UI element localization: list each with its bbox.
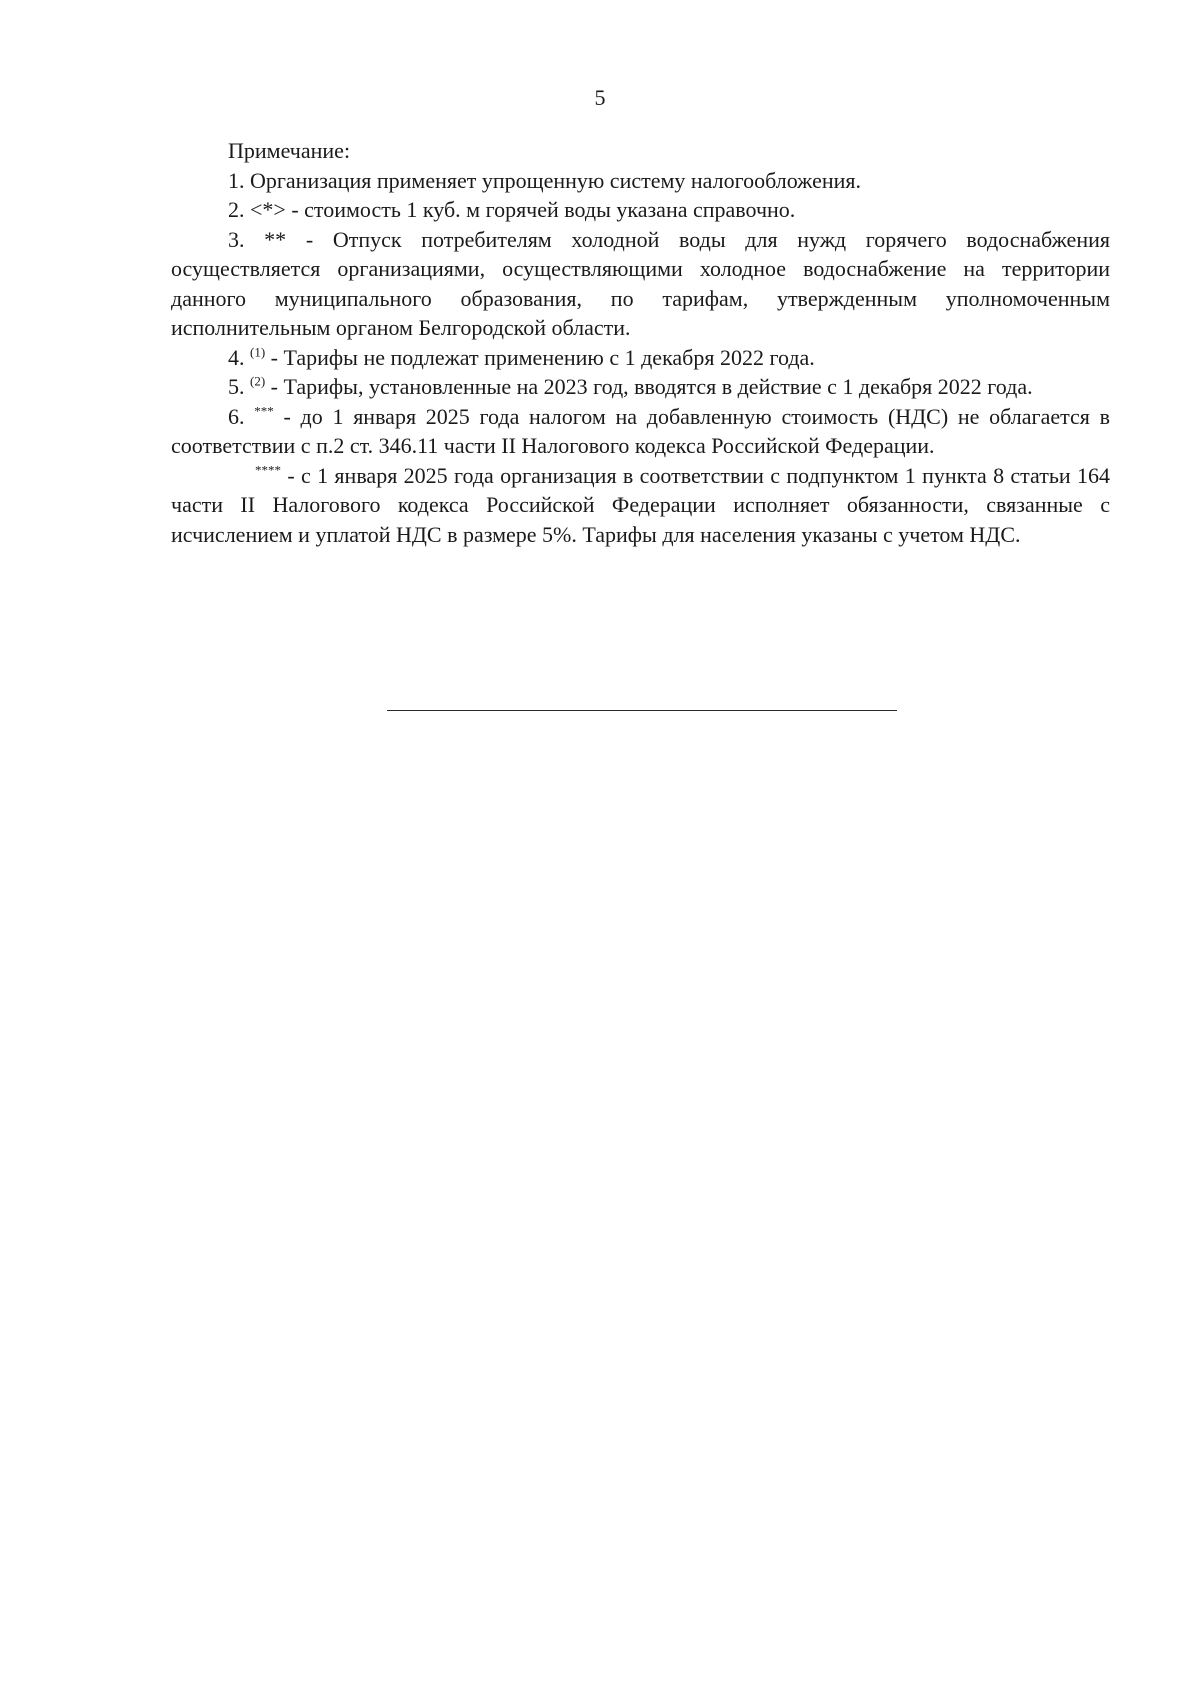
note-text: - до 1 января 2025 года налогом на добавленную стоимость (НДС) не облагается в соответствии с п.2 ст. 346.11 части II Налогового кодекса Российской Федерации. [171,403,1110,458]
note-text: - Тарифы не подлежат применению с 1 декабря 2022 года. [270,344,815,370]
page-number: 5 [594,85,606,110]
note-number: 2. [228,197,245,222]
note-text: <*> - стоимость 1 куб. м горячей воды указана справочно. [250,197,796,222]
note-text: ** - Отпуск потребителям холодной воды для нужд горячего водоснабжения осуществляется организациями, осуществляющими холодное водоснабжение на территории данного муниципального образования, по тарифам, утвержденным уполномоченным исполнительным органом Белгородской области. [171,226,1110,340]
note-number: 4. [228,344,245,370]
note-item-5 [171,372,1110,402]
notes-heading: Примечание: [228,138,351,163]
note-text: - Тарифы, установленные на 2023 год, вводятся в действие с 1 декабря 2022 года. [270,374,1033,399]
note-number: 5. [228,374,245,399]
note-footnote-marker: (1) [250,344,266,360]
notes-section [171,136,1110,549]
note-item-7 [171,461,1110,550]
note-footnote-marker: *** [254,403,274,419]
note-item-4 [171,343,1110,373]
note-number: 3. [228,226,245,252]
note-number: 6. [228,403,245,429]
note-text: Организация применяет упрощенную систему налогообложения. [250,167,862,193]
note-item-3 [171,225,1110,343]
note-text: - с 1 января 2025 года организация в соответствии с подпунктом 1 пункта 8 статьи 164 части II Налогового кодекса Российской Федерации исполняет обязанности, связанные с исчислением и уплатой НДС в размере 5%. Тарифы для населения указаны с учетом НДС. [171,462,1110,547]
note-item-2 [171,195,1110,225]
note-item-6 [171,402,1110,461]
note-footnote-marker: **** [255,462,281,478]
note-footnote-marker: (2) [250,373,266,389]
note-number: 1. [228,167,245,193]
note-item-1 [171,166,1110,196]
closing-separator-line [387,710,897,711]
